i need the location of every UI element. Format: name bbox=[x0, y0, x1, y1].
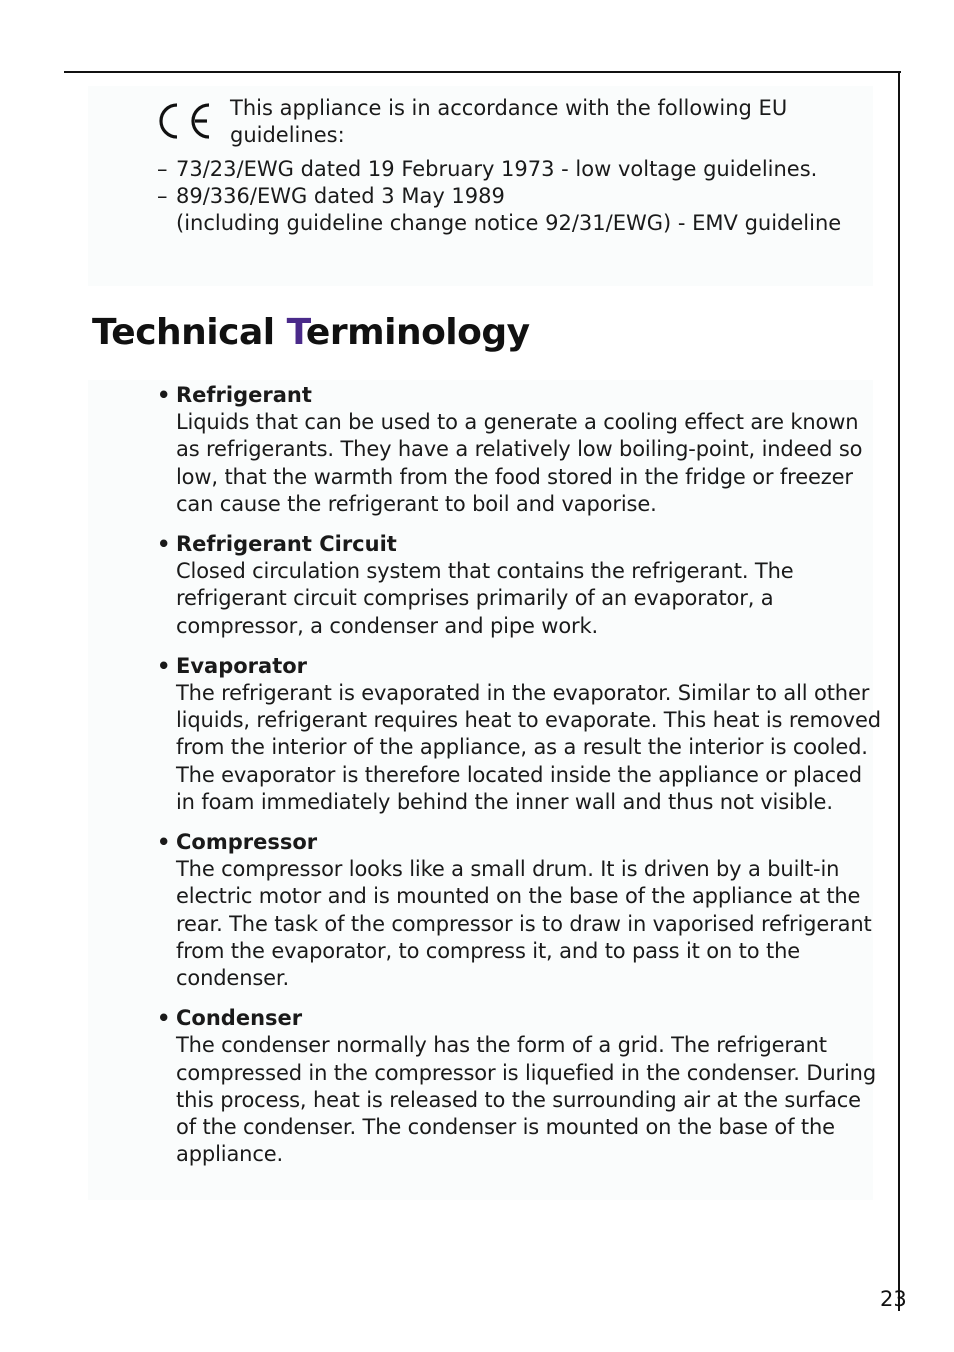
page-title-part2: erminology bbox=[305, 312, 530, 353]
bullet: • bbox=[157, 653, 171, 678]
list-item bbox=[157, 531, 882, 640]
ce-mark-icon bbox=[157, 101, 213, 141]
terminology-list bbox=[157, 382, 882, 1181]
term-definition: The compressor looks like a small drum. It is driven by a built-in electric motor and is mounted on the base of the appliance at the rear. The task of the compressor is to draw in vaporised refrigerant from the evaporator, to compress it, and to pass it on to the condenser. bbox=[176, 857, 872, 991]
term-definition: The condenser normally has the form of a grid. The refrigerant compressed in the compressor is liquefied in the condenser. During this process, heat is released to the surrounding air at the surface of the condenser. The condenser is mounted on the base of the appliance. bbox=[176, 1033, 877, 1167]
list-item bbox=[157, 653, 882, 816]
term-title: Refrigerant Circuit bbox=[176, 532, 397, 557]
page-number: 23 bbox=[880, 1287, 907, 1311]
bullet: • bbox=[157, 532, 171, 557]
term-title: Refrigerant bbox=[176, 383, 312, 407]
term-definition: The refrigerant is evaporated in the evaporator. Similar to all other liquids, refrigerant requires heat to evaporate. This heat is removed from the interior of the appliance, as a result the interior is cooled. The evaporator is therefore located inside the appliance or placed in foam immediately behind the inner wall and thus not visible. bbox=[176, 681, 881, 814]
term-title: Compressor bbox=[176, 830, 318, 855]
term-title: Condenser bbox=[176, 1006, 303, 1031]
top-rule bbox=[64, 71, 901, 73]
term-title: Evaporator bbox=[176, 653, 308, 678]
page-title bbox=[92, 312, 530, 353]
list-item bbox=[157, 382, 882, 518]
term-definition: Liquids that can be used to a generate a cooling effect are known as refrigerants. They have a relatively low boiling-point, indeed so low, that the warmth from the food stored in the fridge or freezer can cause the refrigerant to boil and vaporise. bbox=[176, 410, 863, 516]
right-rule bbox=[898, 71, 900, 1311]
eu-guideline-list bbox=[157, 156, 877, 237]
list-item bbox=[157, 156, 877, 183]
page-title-part1: Technical bbox=[92, 312, 287, 353]
term-definition: Closed circulation system that contains the refrigerant. The refrigerant circuit comprises primarily of an evaporator, a compressor, a condenser and pipe work. bbox=[176, 559, 794, 638]
guideline-text: 73/23/EWG dated 19 February 1973 - low voltage guidelines. bbox=[176, 157, 818, 181]
bullet: • bbox=[157, 1006, 171, 1031]
bullet: • bbox=[157, 383, 171, 407]
bullet: • bbox=[157, 830, 171, 855]
list-dash: – bbox=[157, 157, 168, 181]
list-item bbox=[157, 1005, 882, 1168]
page-title-accent-letter: T bbox=[286, 312, 306, 353]
ce-intro-text: This appliance is in accordance with the following EU guidelines: bbox=[230, 96, 788, 147]
list-item bbox=[157, 183, 877, 237]
list-item bbox=[157, 829, 882, 992]
list-dash: – bbox=[157, 184, 168, 208]
guideline-text: 89/336/EWG dated 3 May 1989 (including guideline change notice 92/31/EWG) - EMV guideline bbox=[176, 184, 842, 235]
